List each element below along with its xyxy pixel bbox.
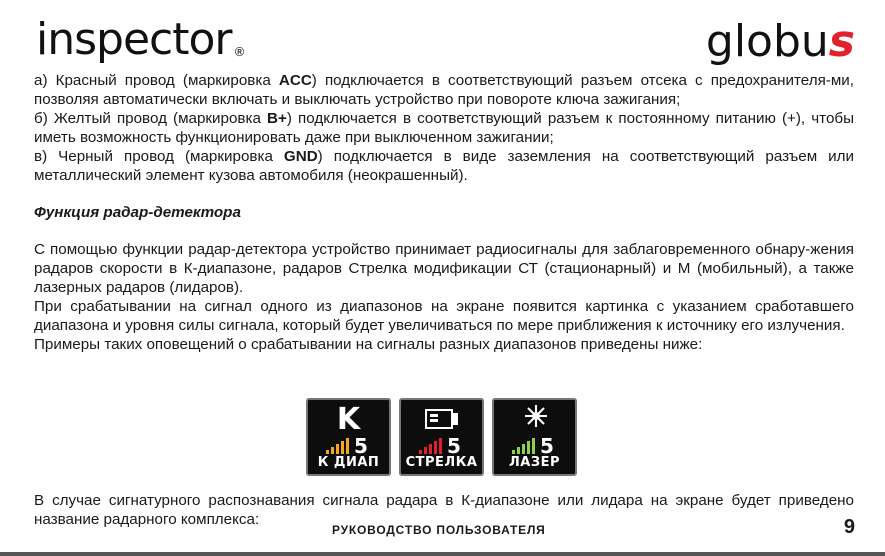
spacer [34, 185, 854, 203]
alert-strelka [399, 398, 484, 476]
wire-code-bplus: B+ [267, 110, 287, 127]
strelka-camera-icon [423, 408, 461, 430]
alert-examples [306, 398, 577, 476]
registered-mark: ® [233, 45, 245, 59]
band-label: ЛАЗЕР [508, 455, 560, 470]
k-band-icon: K [336, 402, 361, 437]
signal-level: 5 [540, 434, 554, 458]
globus-logo-text: globu [705, 16, 829, 67]
inspector-logo [36, 14, 245, 65]
signal-bars-icon [512, 438, 535, 454]
band-label: К ДИАП [317, 455, 380, 470]
body-paragraph-2: При срабатывании на сигнал одного из диапазонов на экране появится картинка с указанием сработавшего диапазона и уровня силы сигнала, который будет увеличиваться по мере приближения к источнику его излучения. [34, 298, 854, 334]
signal-level: 5 [354, 434, 368, 458]
globus-logo [705, 16, 855, 67]
section-heading: Функция радар-детектора [34, 204, 241, 221]
signal-bars-icon [326, 438, 349, 454]
signal-level: 5 [447, 434, 461, 458]
paragraph-bplus: б) Желтый провод (маркировка B+) подключается в соответствующий разъем к постоянному питанию (+), чтобы иметь возможность функционировать даже при выключенном зажигании; [34, 110, 855, 146]
alert-laser [492, 398, 577, 476]
band-label: СТРЕЛКА [405, 455, 478, 470]
body-paragraph-1: С помощью функции радар-детектора устройство принимает радиосигналы для заблаговременного обнару-жения радаров скорости в К-диапазоне, радаров Стрелка модификации СТ (стационарный) и М (мобильный), а также лазерных радаров (лидаров). [34, 241, 854, 296]
paragraph-gnd: в) Черный провод (маркировка GND) подключается в виде заземления на соответствующий разъем или металлический элемент кузова автомобиля (неокрашенный). [34, 148, 854, 184]
body-paragraph-4: В случае сигнатурного распознавания сигнала радара в К-диапазоне или лидара на экране будет приведено название радарного комплекса: [34, 492, 854, 528]
spacer [34, 222, 854, 240]
main-content [34, 71, 854, 354]
laser-burst-icon [524, 404, 548, 428]
signal-bars-icon [419, 438, 442, 454]
wire-code-gnd: GND [283, 148, 318, 165]
globus-logo-accent: s [828, 16, 855, 67]
alert-k-band [306, 398, 391, 476]
bottom-divider [0, 552, 885, 556]
page-number: 9 [843, 516, 855, 538]
inspector-logo-text: inspector [36, 14, 232, 65]
body-paragraph-3: Примеры таких оповещений о срабатывании на сигналы разных диапазонов приведены ниже: [34, 336, 703, 353]
manual-label: РУКОВОДСТВО ПОЛЬЗОВАТЕЛЯ [332, 523, 546, 537]
wire-code-acc: ACC [278, 72, 312, 89]
paragraph-acc: а) Красный провод (маркировка ACC) подключается в соответствующий разъем отсека с предохранителя-ми, позволяя автоматически включать и выключать устройство при повороте ключа зажигания; [34, 72, 855, 108]
